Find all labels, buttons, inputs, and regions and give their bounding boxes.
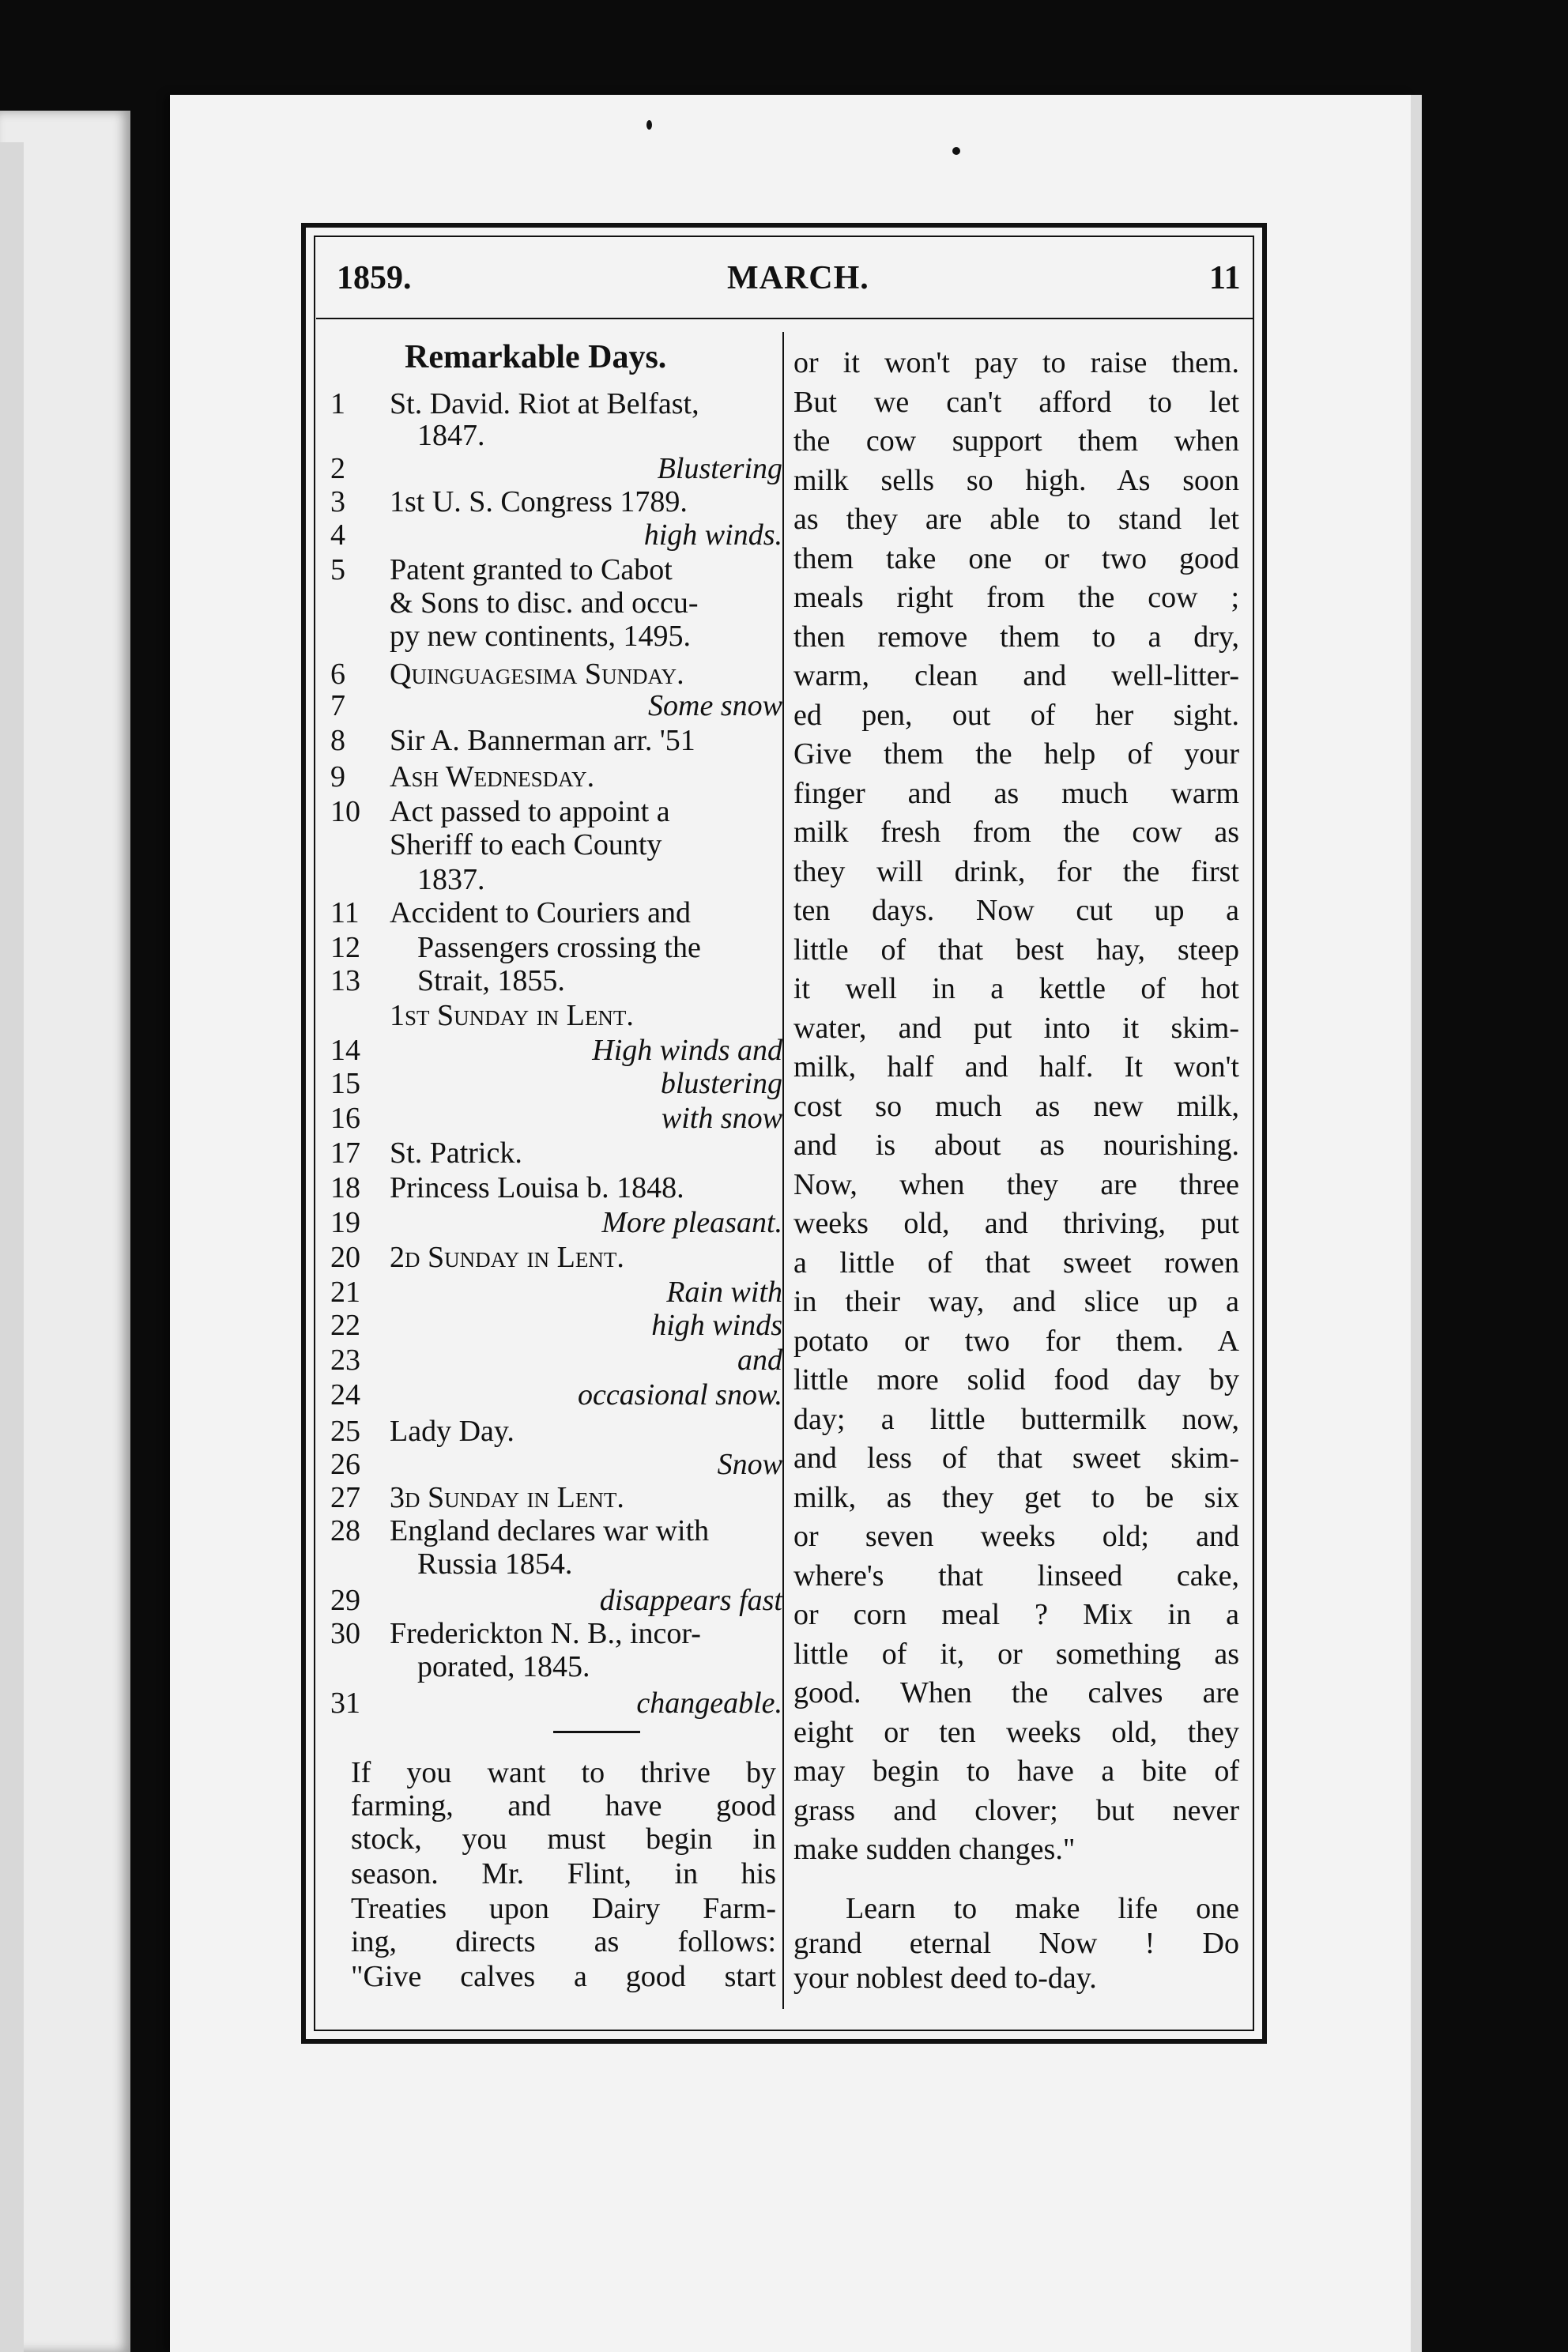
body-line: then remove them to a dry, [793,620,1239,654]
day-number: 23 [330,1344,360,1377]
day-number: 30 [330,1617,360,1650]
body-line: or seven weeks old; and [793,1520,1239,1553]
body-line: milk fresh from the cow as [793,816,1239,849]
day-number: 29 [330,1584,360,1617]
body-line: them take one or two good [793,542,1239,575]
paragraph-line: If you want to thrive by [351,1756,776,1789]
day-weather: Blustering [657,452,782,485]
header-rule [316,318,1253,319]
day-weather: disappears fast [599,1584,782,1617]
day-number: 18 [330,1171,360,1204]
day-number: 27 [330,1481,360,1514]
body-line: But we can't afford to let [793,386,1239,419]
day-event: Act passed to appoint a [390,795,670,828]
day-number: 7 [330,689,345,722]
day-number: 24 [330,1378,360,1412]
day-number: 13 [330,964,360,997]
day-event-cont: py new continents, 1495. [390,620,692,653]
day-weather: changeable. [636,1687,782,1720]
day-event: St. David. Riot at Belfast, [390,387,699,420]
body-line: in their way, and slice up a [793,1285,1239,1318]
body-line: good. When the calves are [793,1676,1239,1709]
day-number: 12 [330,931,360,964]
day-number: 15 [330,1067,360,1100]
body-line: little more solid food day by [793,1363,1239,1396]
day-number: 2 [330,452,345,485]
day-weather: and [737,1344,782,1377]
page-number: 11 [1209,260,1241,296]
day-weather: Snow [717,1448,782,1481]
day-weather: Some snow [648,689,782,722]
day-number: 9 [330,760,345,793]
day-event: Princess Louisa b. 1848. [390,1171,684,1204]
day-event: Lady Day. [390,1415,514,1448]
day-number: 4 [330,518,345,552]
day-event: 2d Sunday in Lent. [390,1241,624,1274]
day-event: Frederickton N. B., incor- [390,1617,701,1650]
day-number: 19 [330,1206,360,1239]
sunday-note: 1st Sunday in Lent. [390,999,634,1032]
day-event-cont: 1847. [417,419,485,452]
day-event: 3d Sunday in Lent. [390,1481,624,1514]
body-line: day; a little buttermilk now, [793,1403,1239,1436]
day-number: 1 [330,387,345,420]
body-line: as they are able to stand let [793,503,1239,536]
day-event-cont: porated, 1845. [417,1650,590,1683]
body-line: and is about as nourishing. [793,1129,1239,1162]
left-page-edge [0,142,24,2352]
body-line: a little of that sweet rowen [793,1246,1239,1280]
body-line: may begin to have a bite of [793,1755,1239,1788]
body-line: water, and put into it skim- [793,1012,1239,1045]
day-event: Accident to Couriers and [390,896,691,929]
header-year: 1859. [337,260,412,296]
day-weather: High winds and [592,1034,782,1067]
day-event-cont: & Sons to disc. and occu- [390,586,699,620]
day-number: 5 [330,553,345,586]
day-weather: More pleasant. [601,1206,782,1239]
body-line: they will drink, for the first [793,855,1239,888]
body-line: where's that linseed cake, [793,1559,1239,1592]
day-number: 22 [330,1309,360,1342]
day-event: Ash Wednesday. [390,760,595,793]
body-line: make sudden changes." [793,1833,1076,1866]
column-divider [782,332,784,2009]
body-line: milk, as they get to be six [793,1481,1239,1514]
day-number: 20 [330,1241,360,1274]
day-event: 1st U. S. Congress 1789. [390,485,688,518]
day-weather: occasional snow. [578,1378,782,1412]
day-number: 28 [330,1514,360,1547]
body-line: grass and clover; but never [793,1794,1239,1827]
body-line: finger and as much warm [793,777,1239,810]
day-event: St. Patrick. [390,1136,522,1170]
day-event: Patent granted to Cabot [390,553,673,586]
ink-speck [952,147,960,155]
body-line: ed pen, out of her sight. [793,699,1239,732]
body-line: or it won't pay to raise them. [793,346,1239,379]
body-line: eight or ten weeks old, they [793,1716,1239,1749]
body-line: weeks old, and thriving, put [793,1207,1239,1240]
day-number: 26 [330,1448,360,1481]
body-line: it well in a kettle of hot [793,972,1239,1005]
paragraph-line: farming, and have good [351,1789,776,1822]
day-number: 21 [330,1276,360,1309]
motto-line: your noblest deed to-day. [793,1962,1097,1995]
day-weather: high winds [651,1309,782,1342]
paragraph-line: season. Mr. Flint, in his [351,1857,776,1890]
day-event-cont: 1837. [417,863,485,896]
body-line: meals right from the cow ; [793,581,1239,614]
header-month: MARCH. [727,260,869,296]
paragraph-line: "Give calves a good start [351,1960,776,1993]
page-edge [1411,95,1422,2352]
remarkable-days-heading: Remarkable Days. [405,339,667,375]
paragraph-line: Treaties upon Dairy Farm- [351,1892,776,1925]
body-line: Give them the help of your [793,737,1239,771]
body-line: and less of that sweet skim- [793,1442,1239,1475]
section-rule [553,1731,640,1733]
day-number: 16 [330,1102,360,1135]
body-line: potato or two for them. A [793,1325,1239,1358]
day-number: 6 [330,658,345,691]
body-line: warm, clean and well-litter- [793,659,1239,692]
paragraph-line: ing, directs as follows: [351,1925,776,1958]
day-number: 14 [330,1034,360,1067]
day-number: 31 [330,1687,360,1720]
day-event: Passengers crossing the [417,931,701,964]
day-weather: Rain with [666,1276,782,1309]
day-event: Sir A. Bannerman arr. '51 [390,724,695,757]
body-line: the cow support them when [793,424,1239,458]
day-event-cont: Sheriff to each County [390,828,662,861]
motto-line: Learn to make life one [846,1892,1239,1925]
day-weather: blustering [660,1067,782,1100]
body-line: Now, when they are three [793,1168,1239,1201]
body-line: ten days. Now cut up a [793,894,1239,927]
day-event-cont: Russia 1854. [417,1547,573,1581]
day-number: 11 [330,896,360,929]
day-event: Quinguagesima Sunday. [390,658,684,691]
day-number: 17 [330,1136,360,1170]
body-line: little of it, or something as [793,1638,1239,1671]
day-number: 3 [330,485,345,518]
day-event: Strait, 1855. [417,964,565,997]
day-number: 25 [330,1415,360,1448]
day-number: 10 [330,795,360,828]
body-line: little of that best hay, steep [793,933,1239,967]
paragraph-line: stock, you must begin in [351,1822,776,1856]
motto-line: grand eternal Now ! Do [793,1927,1239,1960]
day-weather: with snow [661,1102,782,1135]
body-line: cost so much as new milk, [793,1090,1239,1123]
day-weather: high winds. [643,518,782,552]
day-number: 8 [330,724,345,757]
body-line: milk sells so high. As soon [793,464,1239,497]
body-line: milk, half and half. It won't [793,1050,1239,1084]
ink-speck [646,120,652,130]
body-line: or corn meal ? Mix in a [793,1598,1239,1631]
day-event: England declares war with [390,1514,710,1547]
